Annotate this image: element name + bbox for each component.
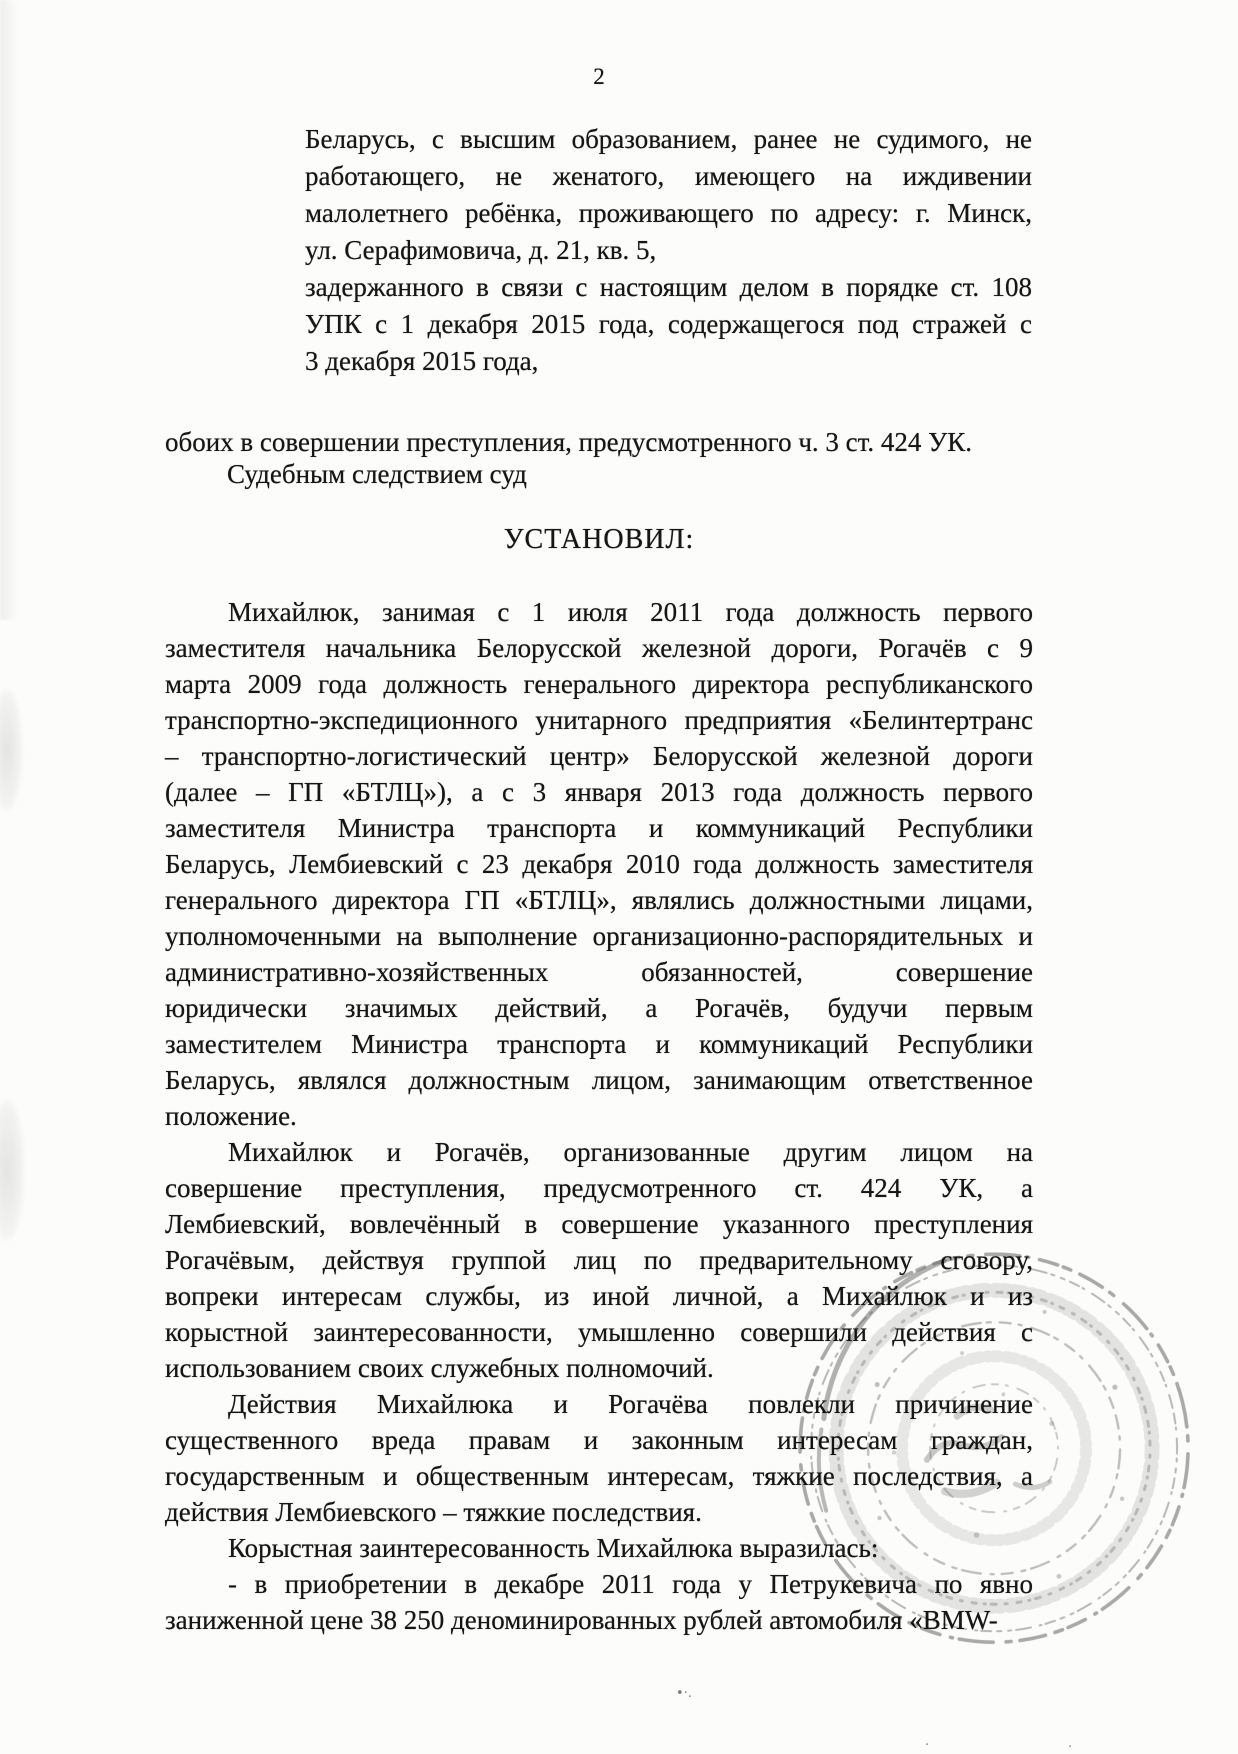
text-line: государственным и общественным интересам, тяжкие последствия, а [165, 1461, 1033, 1491]
text-line: генерального директора ГП «БТЛЦ», являлись должностными лицами, [165, 885, 1033, 915]
ustanovil-heading: УСТАНОВИЛ: [503, 524, 695, 555]
text-line: марта 2009 года должность генерального директора республиканского [165, 669, 1033, 699]
text-line: корыстной заинтересованности, умышленно совершили действия с [165, 1317, 1033, 1347]
text-line: Рогачёвым, действуя группой лиц по предварительному сговору, [165, 1245, 1033, 1275]
text-line: юридически значимых действий, а Рогачёв, будучи первым [165, 993, 1033, 1023]
text-line: - в приобретении в декабре 2011 года у Петрукевича по явно [228, 1569, 1033, 1599]
text-line: заместителя начальника Белорусской железной дороги, Рогачёв с 9 [165, 633, 1033, 663]
text-line: Корыстная заинтересованность Михайлюка выразилась: [228, 1533, 879, 1563]
text-line: ул. Серафимовича, д. 21, кв. 5, [305, 235, 657, 265]
text-line: УПК с 1 декабря 2015 года, содержащегося под стражей с [305, 309, 1032, 339]
court-investigation-line: Судебным следствием суд [227, 459, 527, 489]
charge-line: обоих в совершении преступления, предусмотренного ч. 3 ст. 424 УК. [165, 427, 973, 457]
text-line: Беларусь, Лембиевский с 23 декабря 2010 года должность заместителя [165, 849, 1033, 879]
text-line: Беларусь, с высшим образованием, ранее не судимого, не [305, 124, 1032, 154]
text-line: заместителем Министра транспорта и коммуникаций Республики [165, 1029, 1033, 1059]
text-line: действия Лембиевского – тяжкие последствия. [165, 1497, 702, 1527]
text-line: Действия Михайлюка и Рогачёва повлекли причинение [228, 1389, 1033, 1419]
pretrial-detention-block [305, 121, 1032, 380]
text-line: Михайлюк и Рогачёв, организованные другим лицом на [228, 1137, 1033, 1167]
text-line: малолетнего ребёнка, проживающего по адресу: г. Минск, [305, 198, 1032, 228]
text-line: задержанного в связи с настоящим делом в порядке ст. 108 [305, 272, 1032, 302]
text-line: совершение преступления, предусмотренного ст. 424 УК, а [165, 1173, 1033, 1203]
text-line: использованием своих служебных полномочий. [165, 1353, 714, 1383]
text-line: – транспортно-логистический центр» Белорусской железной дороги [165, 741, 1033, 771]
text-line: работающего, не женатого, имеющего на иждивении [305, 161, 1032, 191]
scan-edge-artifact [0, 0, 18, 620]
text-line: 3 декабря 2015 года, [305, 346, 539, 376]
text-line: Лембиевский, вовлечённый в совершение указанного преступления [165, 1209, 1033, 1239]
text-line: транспортно-экспедиционного унитарного предприятия «Белинтертранс [165, 705, 1033, 735]
text-line: Беларусь, являлся должностным лицом, занимающим ответственное [165, 1065, 1033, 1095]
text-line: Михайлюк, занимая с 1 июля 2011 года должность первого [228, 597, 1033, 627]
ink-speck: •·. [676, 1686, 692, 1701]
text-line: административно-хозяйственных обязанностей, совершение [165, 957, 1033, 987]
ink-speck: · [1068, 1740, 1073, 1754]
ink-speck: · [925, 1738, 930, 1753]
text-line: уполномоченными на выполнение организационно-распорядительных и [165, 921, 1033, 951]
scan-edge-artifact [0, 1100, 24, 1240]
page-number: 2 [593, 64, 605, 89]
text-line: (далее – ГП «БТЛЦ»), а с 3 января 2013 года должность первого [165, 777, 1033, 807]
text-line: заниженной цене 38 250 деноминированных рублей автомобиля «BMW- [165, 1605, 998, 1635]
text-line: заместителя Министра транспорта и коммуникаций Республики [165, 813, 1033, 843]
text-line: вопреки интересам службы, из иной личной, а Михайлюк и из [165, 1281, 1033, 1311]
scan-edge-artifact [0, 690, 22, 810]
text-line: существенного вреда правам и законным интересам граждан, [165, 1425, 1033, 1455]
text-line: положение. [165, 1101, 297, 1131]
